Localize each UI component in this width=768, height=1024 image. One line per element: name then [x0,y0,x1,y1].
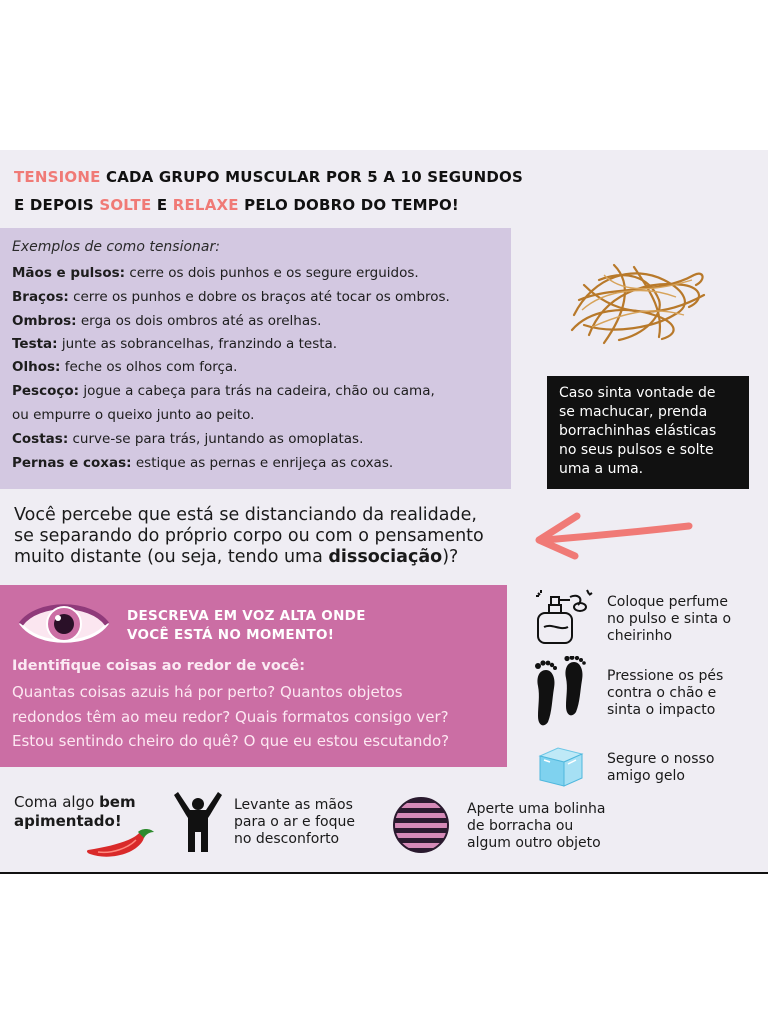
example-label: Mãos e pulsos: [12,265,126,281]
title-word-relaxe: RELAXE [172,196,239,214]
example-label: Pernas e coxas: [12,455,132,471]
bottom-line: de borracha ou [467,818,574,834]
side-line: Coloque perfume [607,594,728,610]
example-text: cerre os dois punhos e os segure erguidos. [125,265,419,281]
example-item [12,431,363,447]
grounding-subheading: Identifique coisas ao redor de você: [12,658,306,674]
side-line: cheirinho [607,628,673,644]
ice-cube-icon [536,744,586,788]
example-text: estique as pernas e enrijeça as coxas. [131,455,394,471]
example-item [12,289,450,305]
tip-line: uma a uma. [559,461,644,477]
side-line: contra o chão e [607,685,717,701]
bottom-line [14,793,136,812]
question-line: se separando do próprio corpo ou com o pensamento [14,526,484,546]
dissociation-question [14,505,524,568]
title-text: E [151,196,173,214]
tip-box [547,376,749,489]
question-text: )? [442,547,459,567]
bottom-line: Aperte uma bolinha [467,801,606,817]
title-text: CADA GRUPO MUSCULAR POR 5 A 10 SEGUNDOS [100,168,523,186]
title-word-solte: SOLTE [99,196,152,214]
eye-icon [18,597,110,651]
grounding-question: Quantas coisas azuis há por perto? Quantos objetos [12,683,403,701]
question-bold: dissociação [328,547,443,567]
bottom-line: no desconforto [234,831,340,847]
example-label: Ombros: [12,313,77,329]
example-text: feche os olhos com força. [60,359,238,375]
spicy-bold: apimentado! [14,812,122,830]
bottom-line: para o ar e foque [234,814,355,830]
example-label: Olhos: [12,359,61,375]
question-line: Você percebe que está se distanciando da realidade, [14,505,477,525]
tip-line: no seus pulsos e solte [559,442,714,458]
footprints-icon [532,656,588,728]
page-title [14,163,534,219]
grounding-question: redondos têm ao meu redor? Quais formatos consigo ver? [12,708,449,726]
side-line: Pressione os pés [607,668,724,684]
example-label: Pescoço: [12,383,80,399]
question-line [14,547,524,568]
example-item [12,359,237,375]
example-item [12,336,337,352]
example-item [12,313,321,329]
spicy-part: Coma algo [14,793,100,811]
tip-line: borrachinhas elásticas [559,423,717,439]
example-text: erga os dois ombros até as orelhas. [76,313,322,329]
heading-line: DESCREVA EM VOZ ALTA ONDE [127,608,366,624]
example-item [12,265,419,281]
title-word-tensione: TENSIONE [14,168,101,186]
perfume-text [607,594,731,645]
example-item [12,455,393,471]
example-text: cerre os punhos e dobre os braços até tocar os ombros. [68,289,450,305]
side-line: amigo gelo [607,768,685,784]
bottom-line: algum outro objeto [467,835,601,851]
title-text: E DEPOIS [14,196,100,214]
title-line-2 [14,191,534,219]
spicy-bold: bem [99,793,136,811]
rubber-bands-icon [564,255,710,349]
perfume-bottle-icon [532,587,598,647]
examples-intro: Exemplos de como tensionar: [12,239,220,255]
feet-text [607,668,723,719]
title-line-1 [14,163,534,191]
example-item [12,407,254,423]
ice-text [607,751,714,785]
side-line: Segure o nosso [607,751,715,767]
example-text: jogue a cabeça para trás na cadeira, chão ou cama, [79,383,435,399]
heading-line: VOCÊ ESTÁ NO MOMENTO! [127,627,335,643]
example-text: curve-se para trás, juntando as omoplatas. [68,431,364,447]
chili-pepper-icon [84,826,158,862]
example-text: ou empurre o queixo junto ao peito. [12,407,255,423]
person-arms-up-icon [172,788,224,854]
question-text: muito distante (ou seja, tendo uma [14,547,329,567]
ball-text [467,801,605,852]
arrow-left-icon [533,512,693,560]
striped-ball-icon [392,796,450,854]
tip-line: Caso sinta vontade de [559,385,716,401]
example-text: junte as sobrancelhas, franzindo a testa. [57,336,338,352]
example-label: Braços: [12,289,69,305]
grounding-heading [127,607,366,645]
side-line: sinta o impacto [607,702,716,718]
side-line: no pulso e sinta o [607,611,732,627]
tip-line: se machucar, prenda [559,404,708,420]
grounding-question: Estou sentindo cheiro do quê? O que eu estou escutando? [12,732,450,750]
example-item [12,383,435,399]
title-text: PELO DOBRO DO TEMPO! [238,196,459,214]
example-label: Costas: [12,431,69,447]
bottom-line: Levante as mãos [234,797,353,813]
hands-text [234,797,355,848]
example-label: Testa: [12,336,58,352]
